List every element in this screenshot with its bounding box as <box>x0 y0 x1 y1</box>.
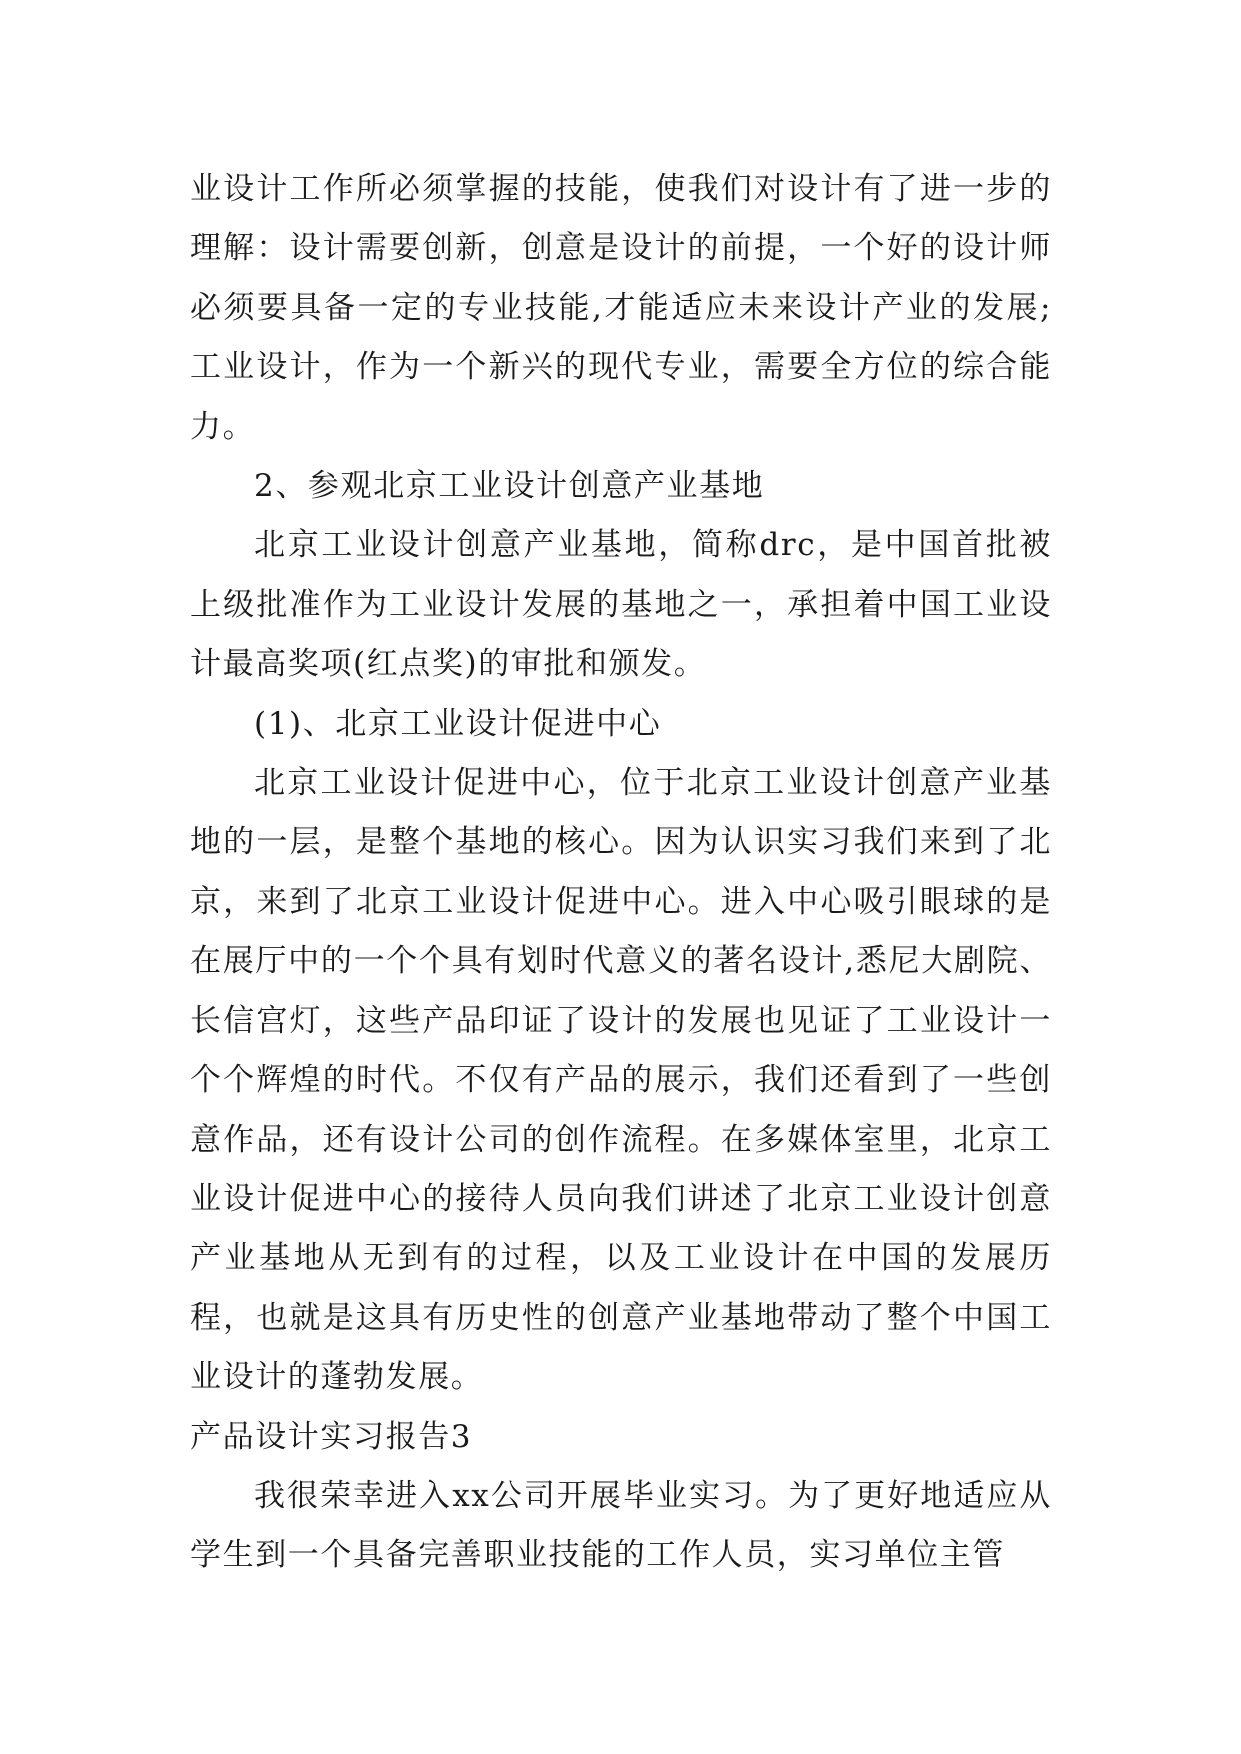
paragraph-report-3-intro: 我很荣幸进入xx公司开展毕业实习。为了更好地适应从学生到一个具备完善职业技能的工作人员，实习单位主管 <box>190 1477 1052 1574</box>
subheading-visit-base: 2、参观北京工业设计创意产业基地 <box>254 468 765 505</box>
paragraph-continuation: 业设计工作所必须掌握的技能，使我们对设计有了进一步的理解：设计需要创新，创意是设计的前提，一个好的设计师必须要具备一定的专业技能,才能适应未来设计产业的发展;工业设计，作为一个新兴的现代专业，需要全方位的综合能力。 <box>190 171 1052 445</box>
section-title-report-3: 产品设计实习报告3 <box>190 1418 473 1455</box>
document-body <box>190 160 1052 1586</box>
paragraph-base-intro: 北京工业设计创意产业基地，简称drc，是中国首批被上级批准作为工业设计发展的基地之一，承担着中国工业设计最高奖项(红点奖)的审批和颁发。 <box>190 527 1052 683</box>
subheading-promotion-center: (1)、北京工业设计促进中心 <box>254 705 662 742</box>
paragraph-promotion-center: 北京工业设计促进中心，位于北京工业设计创意产业基地的一层，是整个基地的核心。因为认识实习我们来到了北京，来到了北京工业设计促进中心。进入中心吸引眼球的是在展厅中的一个个具有划时代意义的著名设计,悉尼大剧院、长信宫灯，这些产品印证了设计的发展也见证了工业设计一个个辉煌的时代。不仅有产品的展示，我们还看到了一些创意作品，还有设计公司的创作流程。在多媒体室里，北京工业设计促进中心的接待人员向我们讲述了北京工业设计创意产业基地从无到有的过程，以及工业设计在中国的发展历程，也就是这具有历史性的创意产业基地带动了整个中国工业设计的蓬勃发展。 <box>190 765 1052 1396</box>
